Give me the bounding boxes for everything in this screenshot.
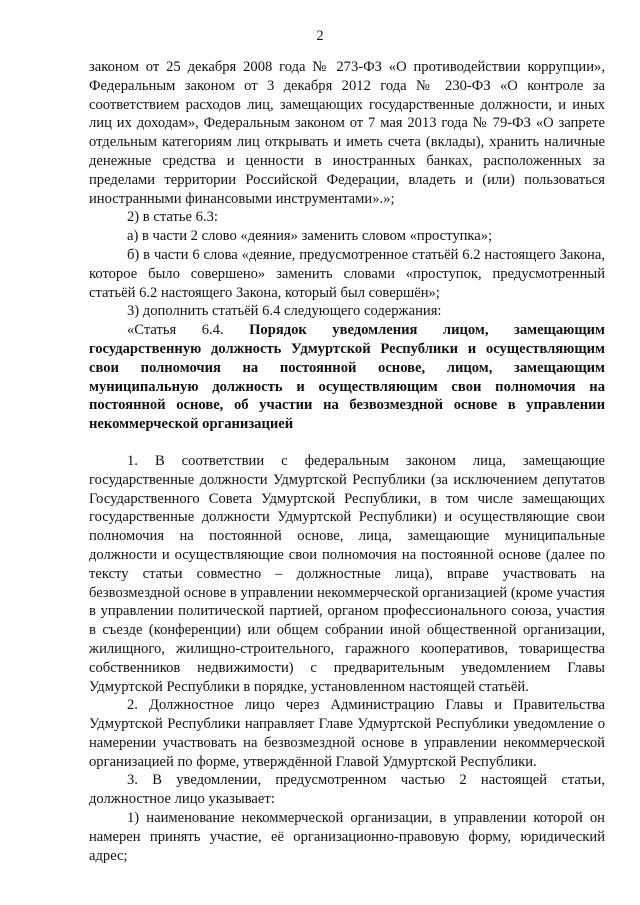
- article-heading: [89, 321, 605, 434]
- paragraph-point-1: 1. В соответствии с федеральным законом лица, замещающие государственные должности Удмуртской Республики (за исключением депутатов Государственного Совета Удмуртской Республики, в том числе замещающих государственные должности Удмуртской Республики) и осуществляющие свои полномочия на постоянной основе, лица, замещающие муниципальные должности и осуществляющие свои полномочия на постоянной основе (далее по тексту статьи совместно – должностные лица), вправе участвовать на безвозмездной основе в управлении некоммерческой организацией (кроме участия в управлении политической партией, органом профессионального союза, участия в съезде (конференции) или общем собрании иной общественной организации, жилищного, жилищно-строительного, гаражного кооперативов, товарищества собственников недвижимости) с предварительным уведомлением Главы Удмуртской Республики в порядке, установленном настоящей статьёй.: [89, 452, 605, 695]
- page-number: 2: [316, 28, 324, 44]
- paragraph-point-2: 2. Должностное лицо через Администрацию Главы и Правительства Удмуртской Республики направляет Главе Удмуртской Республики уведомление о намерении участвовать на безвозмездной основе в управлении некоммерческой организацией по форме, утверждённой Главой Удмуртской Республики.: [89, 697, 605, 770]
- paragraph-intro: законом от 25 декабря 2008 года № 273-ФЗ «О противодействии коррупции», Федеральным законом от 3 декабря 2012 года № 230-ФЗ «О контроле за соответствием расходов лиц, замещающих государственные должности, и иных лиц их доходам», Федеральным законом от 7 мая 2013 года № 79-ФЗ «О запрете отдельным категориям лиц открывать и иметь счета (вклады), хранить наличные денежные средства и ценности в иностранных банках, расположенных за пределами территории Российской Федерации, владеть и (или) пользоваться иностранными финансовыми инструментами».»;: [89, 59, 605, 207]
- document-body: [89, 58, 605, 865]
- paragraph-item-2a: а) в части 2 слово «деяния» заменить словом «проступка»;: [127, 228, 493, 245]
- paragraph-item-2b: б) в части 6 слова «деяние, предусмотренное статьёй 6.2 настоящего Закона, которое было совершено» заменить словами «проступок, предусмотренный статьёй 6.2 настоящего Закона, который был совершён»;: [89, 246, 605, 301]
- paragraph-item-3: 3) дополнить статьёй 6.4 следующего содержания:: [127, 303, 442, 320]
- paragraph-point-3-1: 1) наименование некоммерческой организации, в управлении которой он намерен принять участие, её организационно-правовую форму, юридический адрес;: [89, 810, 605, 864]
- article-title: Порядок уведомления лицом, замещающим государственную должность Удмуртской Республики и осуществляющим свои полномочия на постоянной основе, лицом, замещающим муниципальную должность и осуществляющим свои полномочия на постоянной основе, об участии на безвозмездной основе в управлении некоммерческой организацией: [89, 322, 605, 433]
- spacer: [89, 434, 605, 452]
- paragraph-item-2: 2) в статье 6.3:: [127, 209, 218, 226]
- paragraph-point-3: 3. В уведомлении, предусмотренном частью 2 настоящей статьи, должностное лицо указывает:: [89, 772, 605, 808]
- article-prefix: «Статья 6.4.: [127, 322, 224, 339]
